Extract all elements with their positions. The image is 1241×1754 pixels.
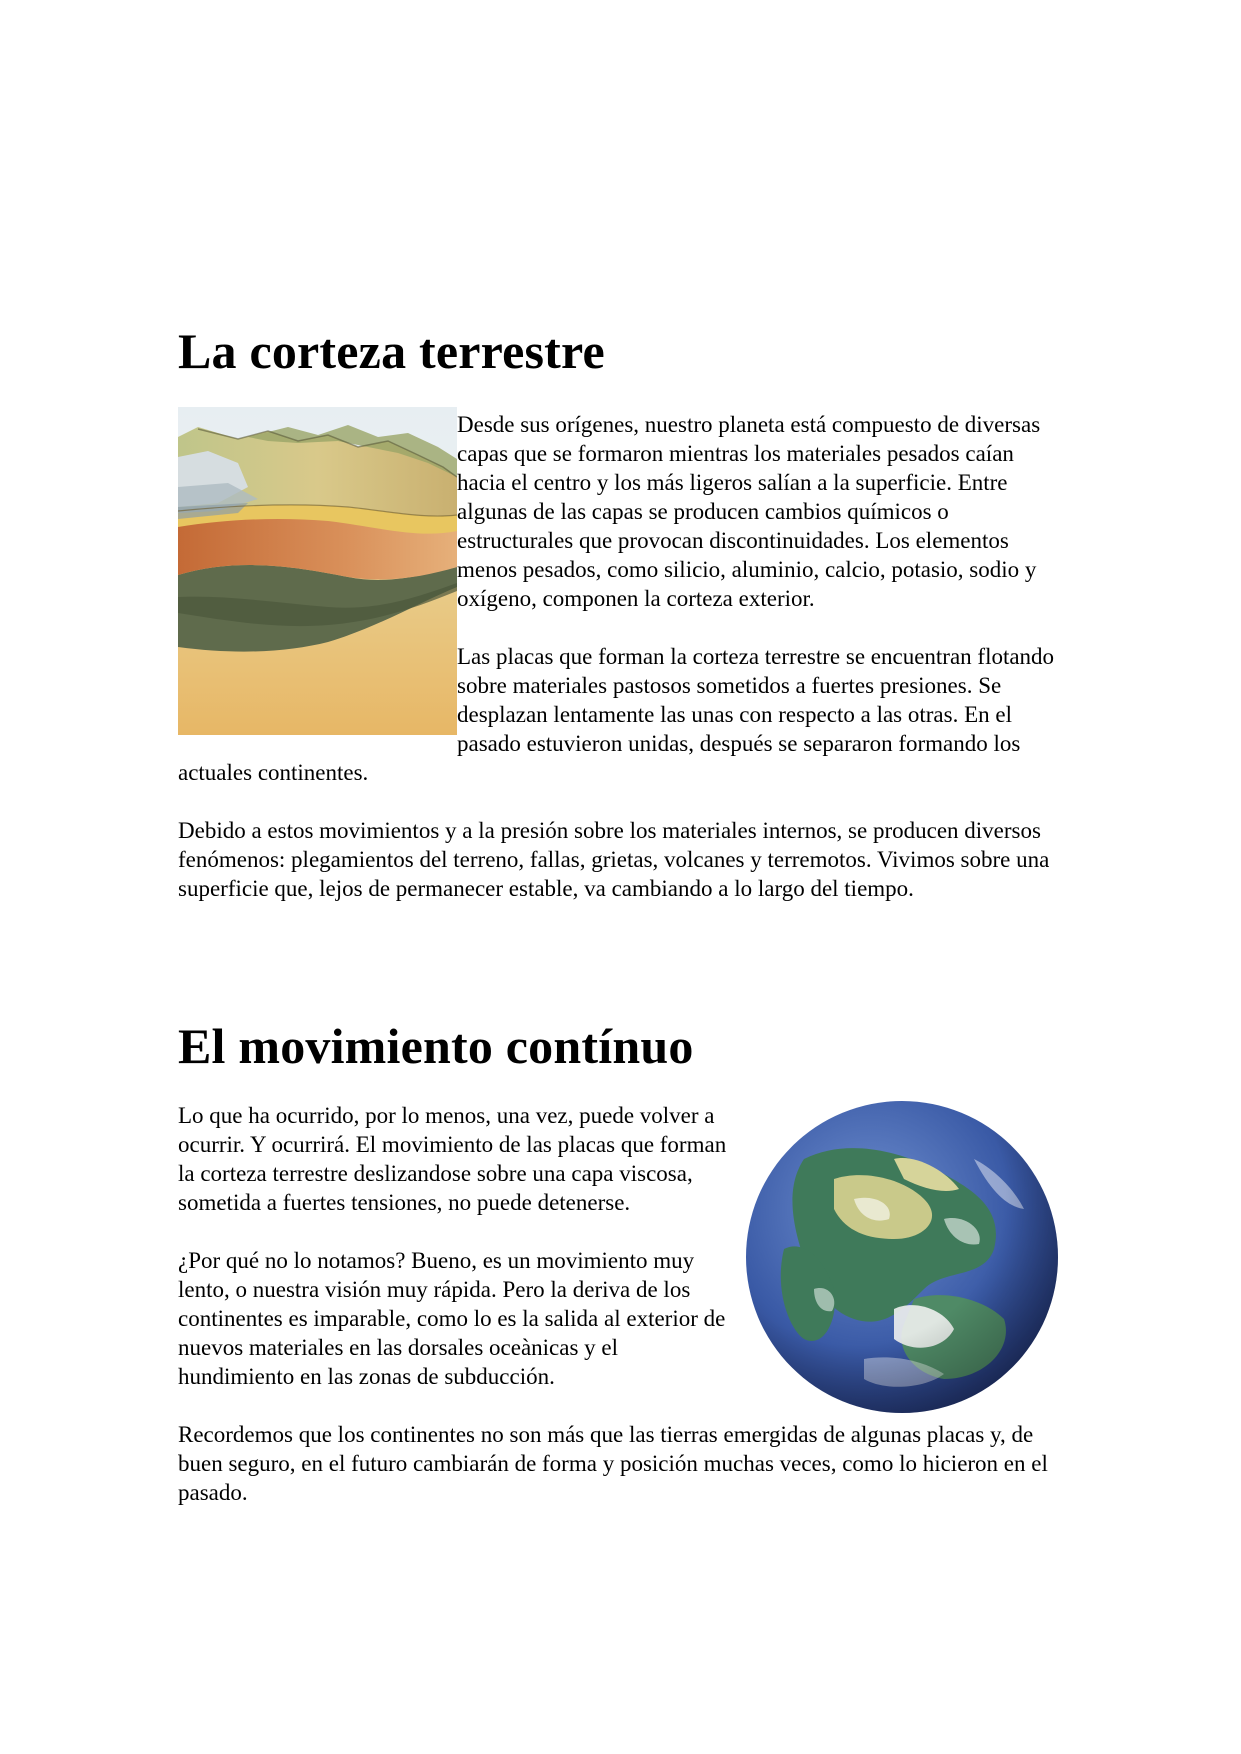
earth-globe-illustration (744, 1099, 1060, 1415)
section-title-movimiento: El movimiento contínuo (178, 1018, 694, 1074)
paragraph: Desde sus orígenes, nuestro planeta está compuesto de diversas capas que se formaron mientras los materiales pesados caían hacia el centro y los más ligeros salían a la superficie. Entre algunas de las capas se producen cambios químicos o estructurales que provocan discontinuidades. Los elementos menos pesados, como silicio, aluminio, calcio, potasio, sodio y oxígeno, componen la corteza exterior. (457, 412, 1041, 611)
paragraph: ¿Por qué no lo notamos? Bueno, es un movimiento muy lento, o nuestra visión muy rápida. Pero la deriva de los continentes es imparable, como lo es la salida al exterior de nuevos materiales en las dorsales oceànicas y el hundimiento en las zonas de subducción. (178, 1248, 726, 1389)
paragraph: Debido a estos movimientos y a la presión sobre los materiales internos, se producen diversos fenómenos: plegamientos del terreno, fallas, grietas, volcanes y terremotos. Vivimos sobre una superficie que, lejos de permanecer estable, va cambiando a lo largo del tiempo. (178, 818, 1050, 901)
section-movimiento (178, 1101, 1058, 1507)
section-corteza (178, 410, 1058, 903)
crust-layers-illustration (178, 407, 457, 735)
paragraph: Recordemos que los continentes no son más que las tierras emergidas de algunas placas y, de buen seguro, en el futuro cambiarán de forma y posición muchas veces, como lo hicieron en el pasado. (178, 1422, 1048, 1505)
paragraph: Las placas que forman la corteza terrestre se encuentran flotando sobre materiales pastosos sometidos a fuertes presiones. Se desplazan lentamente las unas con respecto a las otras. En el pasado estuvieron unidas, después se separaron formando los actuales continentes. (178, 644, 1055, 785)
paragraph: Lo que ha ocurrido, por lo menos, una vez, puede volver a ocurrir. Y ocurrirá. El movimiento de las placas que forman la corteza terrestre deslizandose sobre una capa viscosa, sometida a fuertes tensiones, no puede detenerse. (178, 1103, 727, 1215)
section-title-corteza: La corteza terrestre (178, 323, 605, 379)
